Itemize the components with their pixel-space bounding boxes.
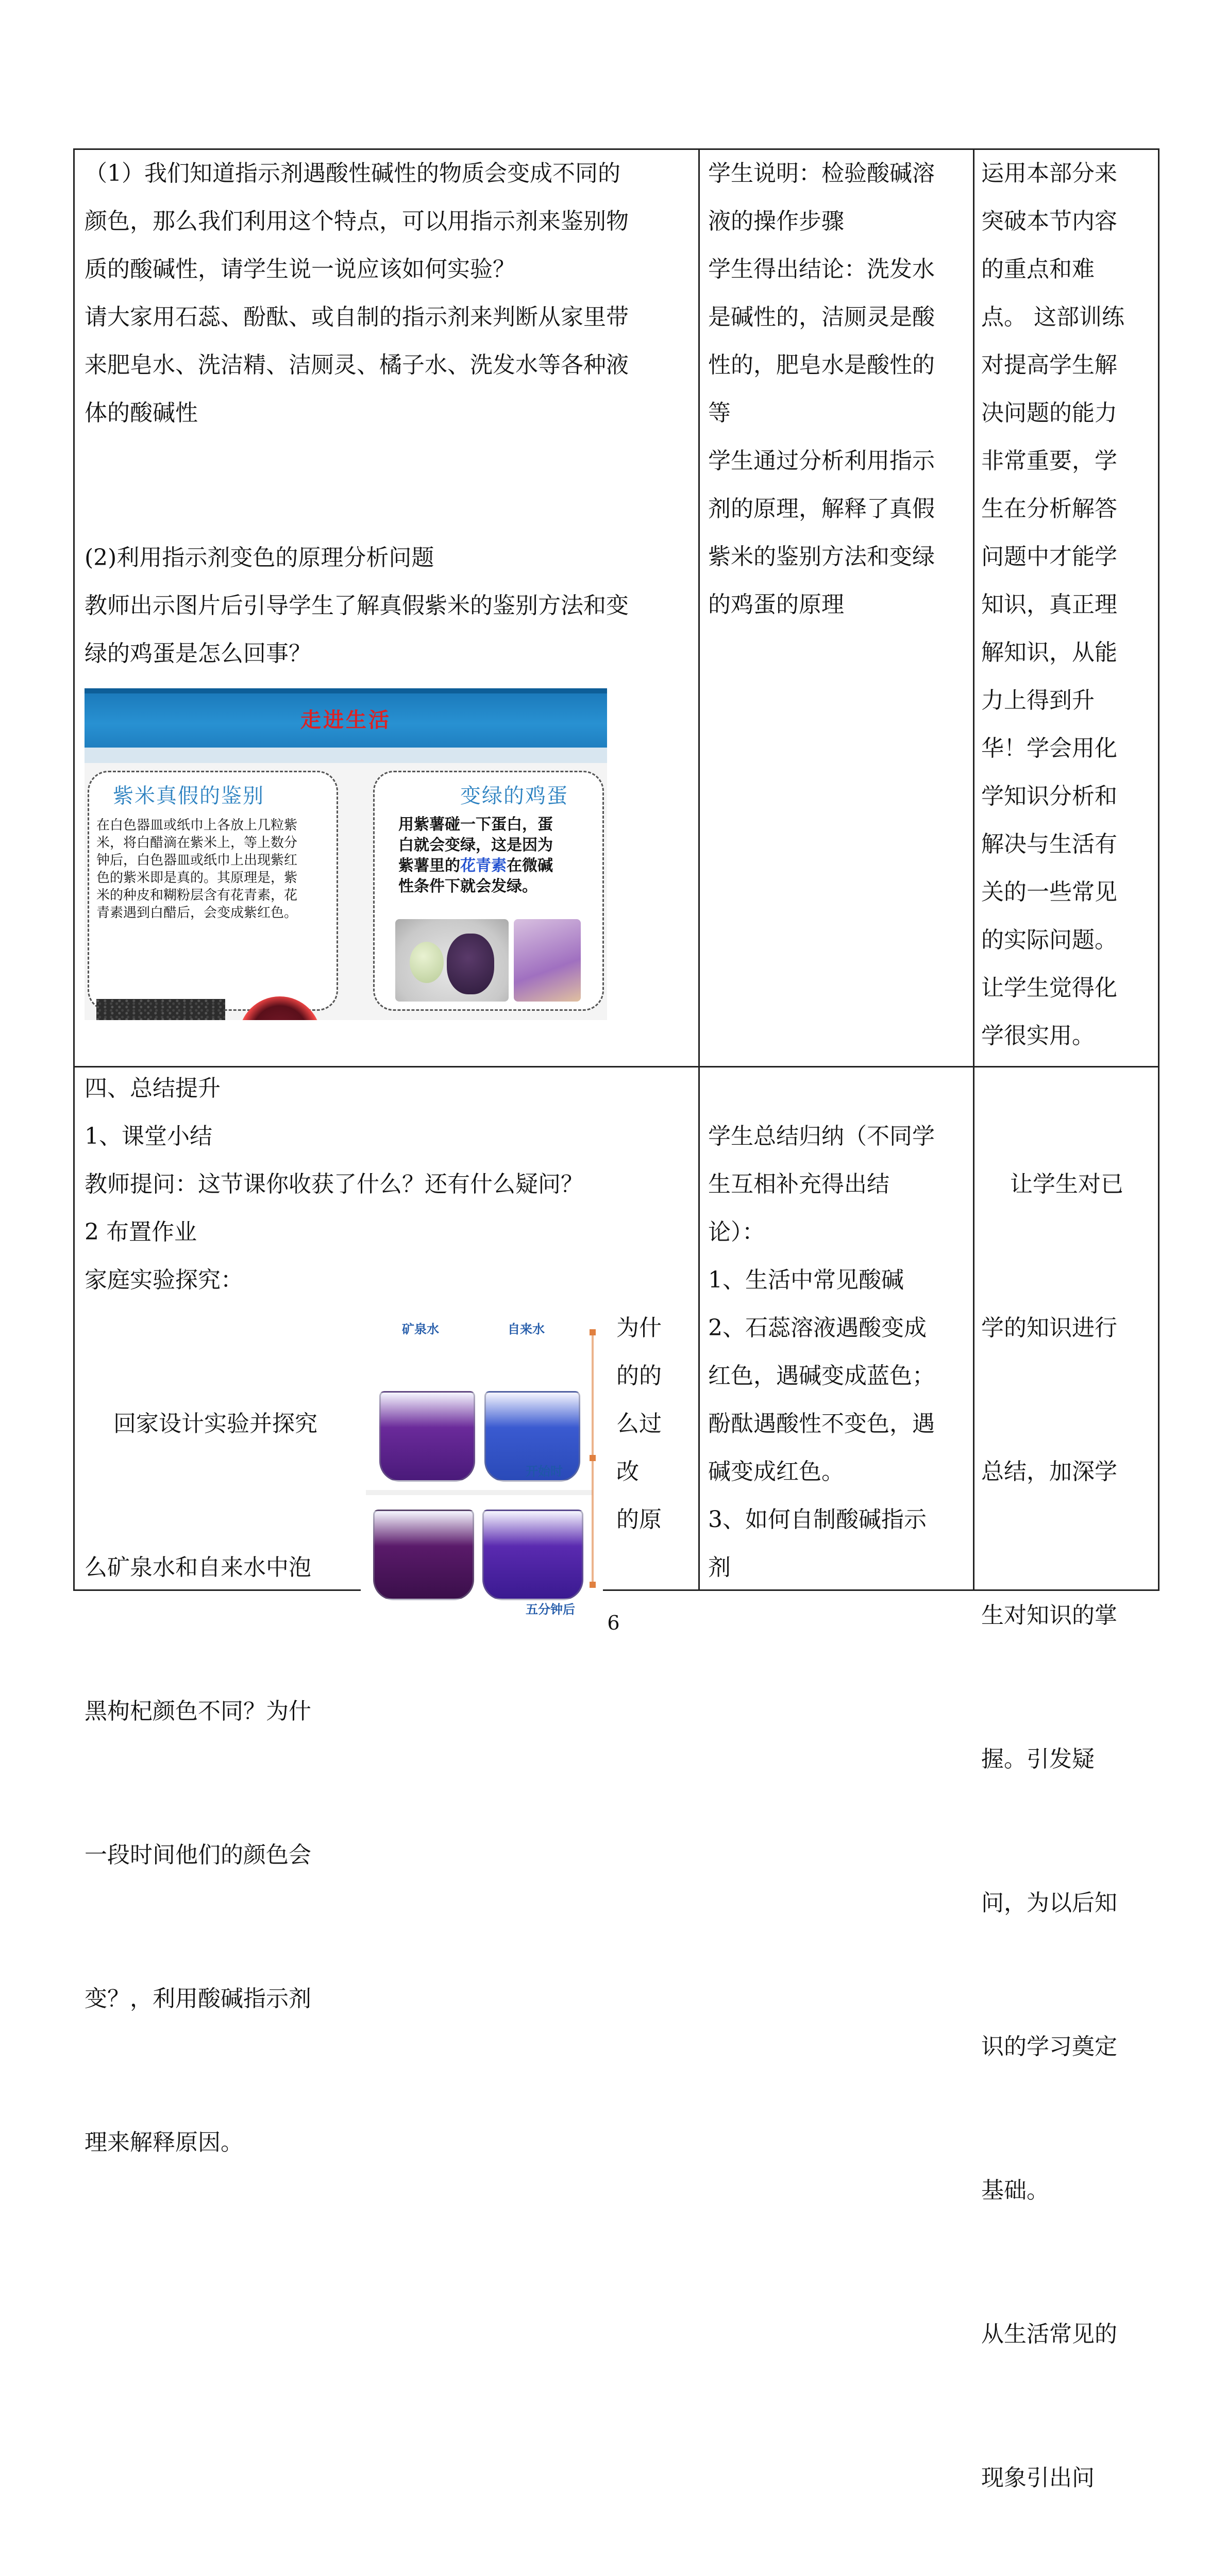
slide-title: 走进生活 [300, 708, 391, 732]
slide-banner-tab [85, 688, 607, 693]
row1-col3-line: 决问题的能力 [981, 400, 1117, 426]
mineral-water-glass-after [373, 1510, 474, 1600]
row1-col1-line: 请大家用石蕊、酚酞、或自制的指示剂来判断从家里带 [85, 304, 629, 330]
row2-col2-line: 3、如何自制酸碱指示 [708, 1506, 927, 1533]
purple-rice-line: 在白色器皿或纸巾上各放上几粒紫 [96, 818, 298, 833]
row1-col2-line: 液的操作步骤 [708, 208, 844, 234]
row1-col2-line: 学生得出结论：洗发水 [708, 256, 935, 282]
homework-line: 变？，利用酸碱指示剂 [85, 1986, 311, 2012]
row1-col3-line: 关的一些常见 [981, 879, 1117, 905]
row1-col3-line: 运用本部分来 [981, 160, 1117, 187]
row1-col3-line: 问题中才能学 [981, 544, 1117, 570]
row1-col3-line: 解决与生活有 [981, 831, 1117, 857]
row2-col3-line: 总结，加深学 [981, 1459, 1117, 1485]
row1-col1-line: 体的酸碱性 [85, 400, 198, 426]
row1-col2-line: 性的，肥皂水是酸性的 [708, 352, 935, 378]
row2-col2-line: 学生总结归纳（不同学 [708, 1123, 935, 1149]
row1-col3-line: 的重点和难 [981, 256, 1095, 282]
row1-col3-line: 对提高学生解 [981, 352, 1117, 378]
anthocyanin-highlight: 花青素 [460, 857, 507, 875]
row1-col1-line: （1）我们知道指示剂遇酸性碱性的物质会变成不同的 [85, 160, 620, 187]
homework-line: 一段时间他们的颜色会 [85, 1842, 311, 1868]
potato-egg-photo [514, 919, 581, 1002]
row2-col2-line: 酚酞遇酸性不变色，遇 [708, 1411, 935, 1437]
row2-col3-line: 从生活常见的 [981, 2321, 1117, 2347]
green-egg-line: 白就会变绿，这是因为 [398, 836, 553, 854]
mineral-water-label: 矿泉水 [402, 1321, 439, 1336]
purple-rice-line: 钟后，白色器皿或纸巾上出现紫红 [96, 853, 298, 868]
row1-col3-text [981, 149, 1124, 1060]
start-label: 开始时 [526, 1464, 563, 1479]
row2-col1-line: 2 布置作业 [85, 1219, 197, 1245]
photo-handle-top [590, 1329, 596, 1335]
mineral-water-glass-start [379, 1391, 475, 1482]
homework-line: 的的 [616, 1363, 662, 1389]
purple-rice-box [88, 771, 338, 1011]
row2-col1-line: 1、课堂小结 [85, 1123, 212, 1149]
row1-col2-text [708, 149, 935, 629]
row2-col2-line: 1、生活中常见酸碱 [708, 1267, 904, 1293]
row2-col2-line: 碱变成红色。 [708, 1459, 844, 1485]
green-egg-line: 性条件下就会发绿。 [398, 877, 537, 895]
homework-line: 么矿泉水和自来水中泡 [85, 1554, 311, 1581]
row1-col3-line: 让学生觉得化 [981, 975, 1117, 1001]
purple-rice-line: 米的种皮和糊粉层含有花青素，花 [96, 888, 298, 903]
row2-col2-line: 生互相补充得出结 [708, 1171, 889, 1197]
row2-col2-line: 红色，遇碱变成蓝色； [708, 1363, 935, 1389]
vinegar-bowl-photo [239, 996, 321, 1020]
row1-col1-text [85, 149, 629, 437]
row1-col3-line: 非常重要，学 [981, 448, 1117, 474]
row1-col3-line: 的实际问题。 [981, 927, 1117, 953]
row2-col3-line: 握。引发疑 [981, 1746, 1095, 1772]
column-divider-2 [973, 150, 974, 1589]
after-label: 五分钟后 [526, 1602, 575, 1617]
tap-water-glass-after [482, 1510, 583, 1600]
row1-col1-text-b [85, 534, 629, 677]
row1-col1-line: (2)利用指示剂变色的原理分析问题 [85, 545, 434, 571]
purple-potato-icon [447, 934, 494, 994]
purple-rice-text [96, 817, 297, 922]
green-egg-title: 变绿的鸡蛋 [460, 784, 568, 808]
photo-divider [366, 1490, 593, 1495]
row1-col2-line: 是碱性的，洁厕灵是酸 [708, 304, 935, 330]
row2-col3-line: 让学生对已 [981, 1171, 1123, 1197]
row1-col1-line: 来肥皂水、洗洁精、洁厕灵、橘子水、洗发水等各种液 [85, 352, 629, 378]
row1-col3-line: 力上得到升 [981, 687, 1095, 714]
page-number: 6 [607, 1612, 620, 1634]
green-egg-icon [410, 942, 444, 983]
row1-col2-line: 的鸡蛋的原理 [708, 591, 844, 618]
purple-rice-photo [96, 999, 225, 1020]
row2-col3-line: 基础。 [981, 2177, 1049, 2204]
row1-col1-line: 质的酸碱性，请学生说一说应该如何实验？ [85, 256, 515, 282]
row2-col3-line: 学的知识进行 [981, 1315, 1117, 1341]
row1-col2-line: 学生说明：检验酸碱溶 [708, 160, 935, 187]
homework-line: 改 [616, 1459, 639, 1485]
row1-col3-line: 华！学会用化 [981, 735, 1117, 761]
lesson-slide-image [85, 688, 607, 1020]
row1-col1-line: 教师出示图片后引导学生了解真假紫米的鉴别方法和变 [85, 592, 629, 619]
row2-col1-line: 教师提问：这节课你收获了什么？还有什么疑问？ [85, 1171, 583, 1197]
green-egg-text [398, 815, 553, 897]
green-egg-segment: 在微碱 [507, 857, 553, 875]
green-egg-segment: 紫薯里的 [398, 857, 460, 875]
purple-rice-title: 紫米真假的鉴别 [113, 784, 264, 808]
row1-col2-line: 等 [708, 400, 731, 426]
row2-col3-line: 识的学习奠定 [981, 2033, 1117, 2060]
purple-rice-line: 青素遇到白醋后，会变成紫红色。 [96, 905, 298, 921]
homework-line: 回家设计实验并探究 [85, 1411, 317, 1437]
column-divider-1 [698, 150, 700, 1589]
slide-band [85, 748, 607, 763]
green-egg-line [398, 856, 553, 876]
homework-line: 黑枸杞颜色不同？为什 [85, 1698, 311, 1724]
homework-line: 的原 [616, 1506, 662, 1533]
row2-col2-line: 论）： [708, 1219, 765, 1245]
row2-col3-line: 生对知识的掌 [981, 1602, 1117, 1629]
row2-col3-line: 现象引出问 [981, 2465, 1095, 2491]
green-egg-line: 用紫薯碰一下蛋白，蛋 [398, 816, 553, 834]
row1-col2-line: 紫米的鉴别方法和变绿 [708, 544, 935, 570]
row1-col2-line: 剂的原理，解释了真假 [708, 496, 935, 522]
row2-col1-line: 四、总结提升 [85, 1075, 221, 1101]
row1-col3-line: 知识，真正理 [981, 591, 1117, 618]
green-egg-box [373, 771, 604, 1011]
row2-homework-right [616, 1304, 662, 1544]
row1-col3-line: 生在分析解答 [981, 496, 1117, 522]
egg-photo [395, 919, 509, 1002]
row1-col3-line: 突破本节内容 [981, 208, 1117, 234]
purple-rice-line: 米，将白醋滴在紫米上，等上数分 [96, 835, 298, 851]
homework-line: 理来解释原因。 [85, 2129, 243, 2156]
photo-handle-bottom [590, 1582, 596, 1588]
row2-col2-text [708, 1112, 935, 1591]
row2-col3-text [981, 1064, 1123, 2576]
goji-glass-photo [361, 1309, 603, 1618]
row1-col3-line: 学很实用。 [981, 1023, 1095, 1049]
purple-rice-line: 色的紫米即是真的。其原理是，紫 [96, 870, 298, 886]
row1-col3-line: 解知识，从能 [981, 639, 1117, 666]
tap-water-label: 自来水 [508, 1321, 545, 1336]
row2-col2-line: 剂 [708, 1554, 731, 1581]
homework-line: 为什 [616, 1315, 662, 1341]
row2-col2-line: 2、石蕊溶液遇酸变成 [708, 1315, 927, 1341]
row2-col3-line: 问，为以后知 [981, 1890, 1117, 1916]
homework-line: 么过 [616, 1411, 662, 1437]
photo-handle-mid [590, 1455, 596, 1461]
row1-col3-line: 点。 这部训练 [981, 304, 1124, 330]
row1-col1-line: 颜色，那么我们利用这个特点，可以用指示剂来鉴别物 [85, 208, 629, 234]
row2-col1-text [85, 1064, 583, 1304]
row1-col2-line: 学生通过分析利用指示 [708, 448, 935, 474]
row1-col3-line: 学知识分析和 [981, 783, 1117, 809]
row2-homework-left [85, 1304, 317, 2214]
row1-col1-line: 绿的鸡蛋是怎么回事？ [85, 640, 311, 667]
row2-col1-line: 家庭实验探究： [85, 1267, 243, 1293]
